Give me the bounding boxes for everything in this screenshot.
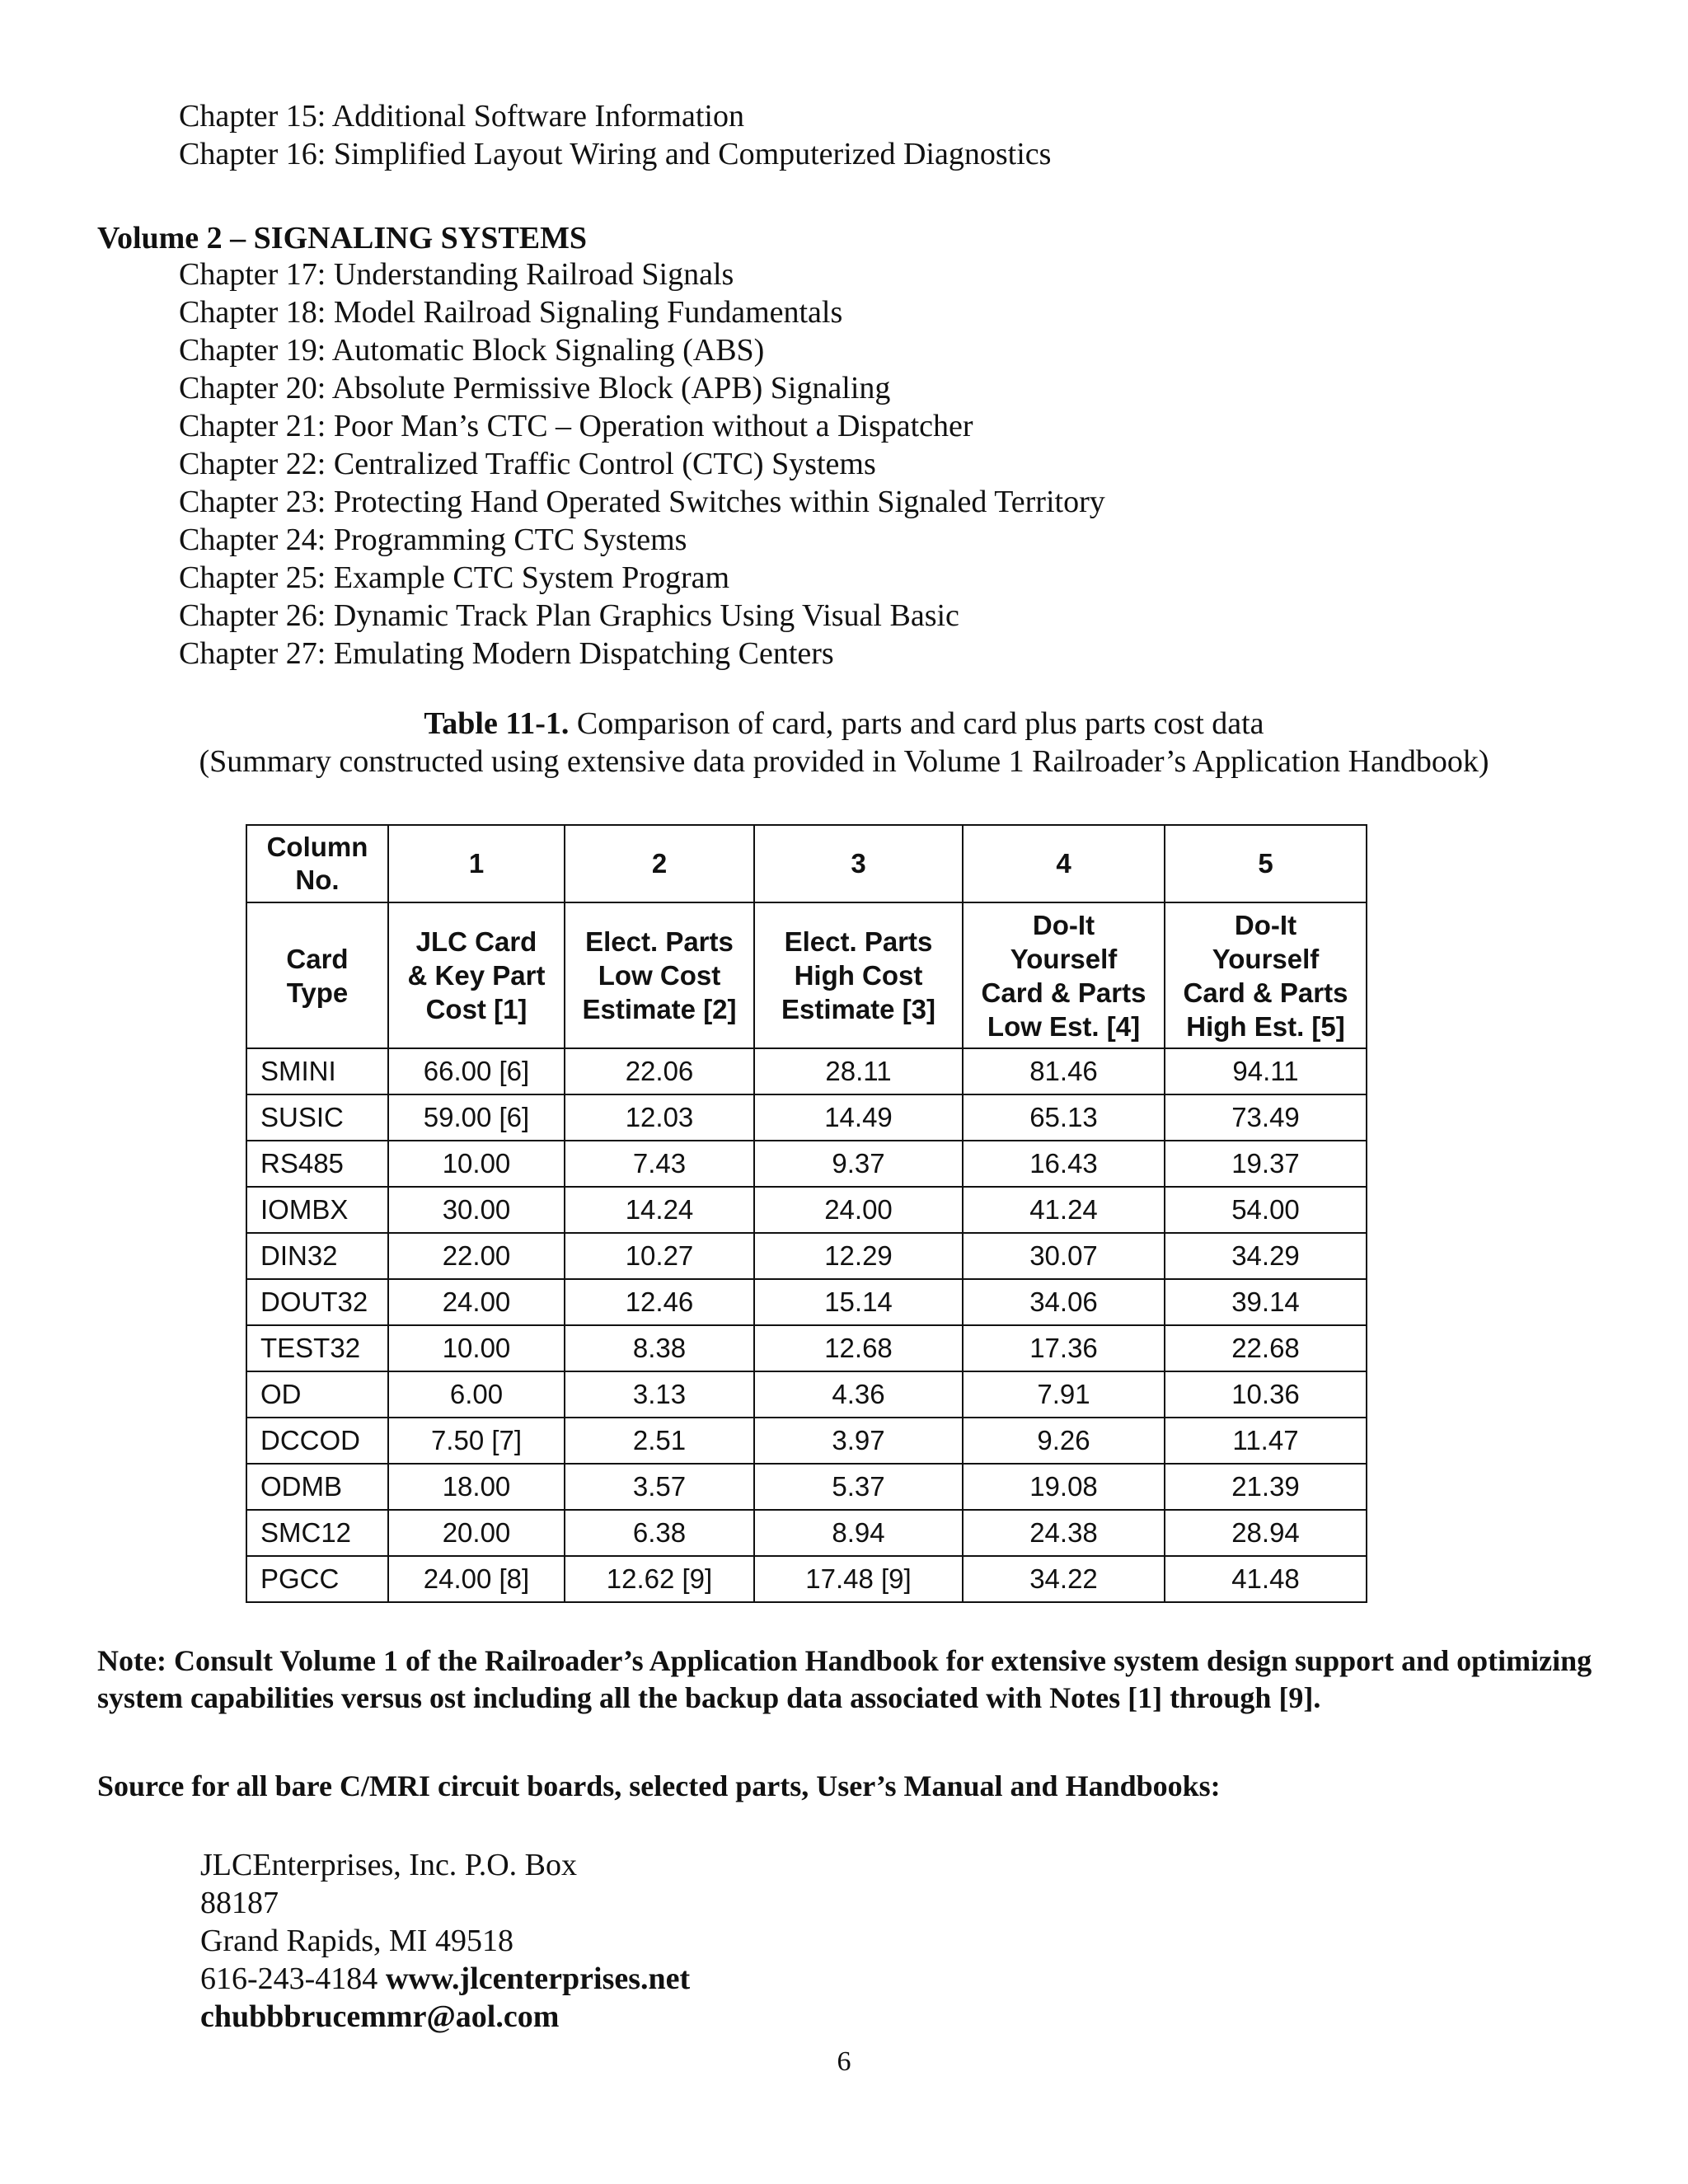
table-row <box>246 1233 1367 1279</box>
header-line: Do-It <box>1032 909 1095 940</box>
chapter-list-volume1-end <box>179 97 1051 173</box>
header-line: High Est. [5] <box>1186 1010 1345 1042</box>
phone-number: 616-243-4184 <box>200 1961 378 1996</box>
column-description <box>388 902 565 1048</box>
value-cell: 2.51 <box>565 1418 754 1464</box>
value-cell: 3.97 <box>754 1418 963 1464</box>
value-cell: 94.11 <box>1165 1048 1367 1094</box>
column-no-header <box>246 825 388 902</box>
header-line: Card & Parts <box>1183 977 1348 1008</box>
chapter-list-volume2 <box>179 255 1105 673</box>
value-cell: 28.11 <box>754 1048 963 1094</box>
card-type-cell: TEST32 <box>246 1325 388 1371</box>
value-cell: 8.94 <box>754 1510 963 1556</box>
column-number-row <box>246 825 1367 902</box>
header-line: Cost [1] <box>425 994 528 1024</box>
table-row <box>246 1187 1367 1233</box>
column-number: 2 <box>565 825 754 902</box>
value-cell: 12.29 <box>754 1233 963 1279</box>
value-cell: 18.00 <box>388 1464 565 1510</box>
value-cell: 14.49 <box>754 1094 963 1141</box>
table-row <box>246 1279 1367 1325</box>
value-cell: 41.48 <box>1165 1556 1367 1602</box>
header-line: Estimate [2] <box>582 994 737 1024</box>
chapter-entry: Chapter 23: Protecting Hand Operated Switches within Signaled Territory <box>179 485 1105 519</box>
header-line: Type <box>286 977 349 1008</box>
value-cell: 81.46 <box>963 1048 1165 1094</box>
phone-website-line <box>200 1960 690 1998</box>
value-cell: 14.24 <box>565 1187 754 1233</box>
value-cell: 10.27 <box>565 1233 754 1279</box>
card-type-cell: DIN32 <box>246 1233 388 1279</box>
value-cell: 22.00 <box>388 1233 565 1279</box>
column-number: 4 <box>963 825 1165 902</box>
table-row <box>246 1371 1367 1418</box>
value-cell: 73.49 <box>1165 1094 1367 1141</box>
table-row <box>246 1141 1367 1187</box>
volume-2-heading: Volume 2 – SIGNALING SYSTEMS <box>97 221 588 255</box>
card-type-cell: ODMB <box>246 1464 388 1510</box>
cost-comparison-table <box>246 824 1367 1603</box>
value-cell: 6.38 <box>565 1510 754 1556</box>
value-cell: 20.00 <box>388 1510 565 1556</box>
header-line: No. <box>295 865 340 895</box>
chapter-entry: Chapter 17: Understanding Railroad Signals <box>179 257 734 292</box>
value-cell: 3.57 <box>565 1464 754 1510</box>
address-line: JLCEnterprises, Inc. P.O. Box <box>200 1848 578 1882</box>
value-cell: 15.14 <box>754 1279 963 1325</box>
table-caption-label: Table 11-1. <box>424 706 570 741</box>
header-line: Column <box>266 832 368 862</box>
table-caption <box>0 705 1688 743</box>
value-cell: 24.00 <box>754 1187 963 1233</box>
value-cell: 66.00 [6] <box>388 1048 565 1094</box>
value-cell: 3.13 <box>565 1371 754 1418</box>
value-cell: 16.43 <box>963 1141 1165 1187</box>
column-number: 5 <box>1165 825 1367 902</box>
value-cell: 6.00 <box>388 1371 565 1418</box>
column-description-row <box>246 902 1367 1048</box>
chapter-entry: Chapter 21: Poor Man’s CTC – Operation without a Dispatcher <box>179 409 973 443</box>
value-cell: 41.24 <box>963 1187 1165 1233</box>
website-link[interactable]: www.jlcenterprises.net <box>385 1961 691 1996</box>
value-cell: 54.00 <box>1165 1187 1367 1233</box>
column-description <box>1165 902 1367 1048</box>
header-line: Card & Parts <box>981 977 1146 1008</box>
value-cell: 7.50 [7] <box>388 1418 565 1464</box>
value-cell: 34.06 <box>963 1279 1165 1325</box>
value-cell: 22.68 <box>1165 1325 1367 1371</box>
value-cell: 12.62 [9] <box>565 1556 754 1602</box>
source-heading: Source for all bare C/MRI circuit boards, selected parts, User’s Manual and Handbooks: <box>97 1769 1221 1802</box>
chapter-entry: Chapter 26: Dynamic Track Plan Graphics Using Visual Basic <box>179 598 959 633</box>
table-caption-text: Comparison of card, parts and card plus parts cost data <box>569 706 1264 741</box>
value-cell: 34.29 <box>1165 1233 1367 1279</box>
value-cell: 12.46 <box>565 1279 754 1325</box>
value-cell: 22.06 <box>565 1048 754 1094</box>
header-line: High Cost <box>794 960 923 991</box>
value-cell: 17.48 [9] <box>754 1556 963 1602</box>
table-row <box>246 1510 1367 1556</box>
column-number: 1 <box>388 825 565 902</box>
value-cell: 30.00 <box>388 1187 565 1233</box>
value-cell: 12.68 <box>754 1325 963 1371</box>
card-type-cell: DCCOD <box>246 1418 388 1464</box>
table-row <box>246 1325 1367 1371</box>
card-type-cell: PGCC <box>246 1556 388 1602</box>
header-line: Low Cost <box>598 960 721 991</box>
value-cell: 28.94 <box>1165 1510 1367 1556</box>
value-cell: 11.47 <box>1165 1418 1367 1464</box>
address-line: Grand Rapids, MI 49518 <box>200 1924 513 1958</box>
header-line: Card <box>286 943 349 974</box>
card-type-cell: DOUT32 <box>246 1279 388 1325</box>
chapter-entry: Chapter 15: Additional Software Information <box>179 99 744 134</box>
value-cell: 12.03 <box>565 1094 754 1141</box>
value-cell: 30.07 <box>963 1233 1165 1279</box>
value-cell: 19.37 <box>1165 1141 1367 1187</box>
value-cell: 7.91 <box>963 1371 1165 1418</box>
email-link[interactable]: chubbbrucemmr@aol.com <box>200 1999 560 2034</box>
value-cell: 4.36 <box>754 1371 963 1418</box>
card-type-cell: SMINI <box>246 1048 388 1094</box>
column-description <box>565 902 754 1048</box>
header-line: Do-It <box>1234 909 1297 940</box>
value-cell: 10.00 <box>388 1141 565 1187</box>
chapter-entry: Chapter 27: Emulating Modern Dispatching Centers <box>179 636 834 671</box>
value-cell: 19.08 <box>963 1464 1165 1510</box>
value-cell: 65.13 <box>963 1094 1165 1141</box>
chapter-entry: Chapter 18: Model Railroad Signaling Fundamentals <box>179 295 843 330</box>
note-paragraph: Note: Consult Volume 1 of the Railroader’s Application Handbook for extensive system design support and optimizing system capabilities versus ost including all the backup data associated with Notes [1] through [9]. <box>97 1644 1592 1714</box>
column-description <box>963 902 1165 1048</box>
value-cell: 24.00 <box>388 1279 565 1325</box>
chapter-entry: Chapter 24: Programming CTC Systems <box>179 523 687 557</box>
column-description <box>754 902 963 1048</box>
value-cell: 8.38 <box>565 1325 754 1371</box>
header-line: & Key Part <box>407 960 546 991</box>
address-line: 88187 <box>200 1886 279 1920</box>
header-line: Elect. Parts <box>585 926 734 957</box>
value-cell: 7.43 <box>565 1141 754 1187</box>
value-cell: 34.22 <box>963 1556 1165 1602</box>
contact-address <box>200 1846 690 2036</box>
table-caption-subtitle: (Summary constructed using extensive data provided in Volume 1 Railroader’s Application Handbook) <box>199 744 1489 779</box>
chapter-entry: Chapter 16: Simplified Layout Wiring and Computerized Diagnostics <box>179 137 1052 171</box>
card-type-cell: IOMBX <box>246 1187 388 1233</box>
table-row <box>246 1464 1367 1510</box>
chapter-entry: Chapter 20: Absolute Permissive Block (APB) Signaling <box>179 371 891 405</box>
header-line: JLC Card <box>415 926 537 957</box>
column-number: 3 <box>754 825 963 902</box>
value-cell: 10.36 <box>1165 1371 1367 1418</box>
header-line: Yourself <box>1212 943 1320 974</box>
value-cell: 9.26 <box>963 1418 1165 1464</box>
chapter-entry: Chapter 25: Example CTC System Program <box>179 560 730 595</box>
card-type-cell: OD <box>246 1371 388 1418</box>
value-cell: 59.00 [6] <box>388 1094 565 1141</box>
value-cell: 39.14 <box>1165 1279 1367 1325</box>
value-cell: 9.37 <box>754 1141 963 1187</box>
value-cell: 5.37 <box>754 1464 963 1510</box>
value-cell: 17.36 <box>963 1325 1165 1371</box>
table-row <box>246 1094 1367 1141</box>
card-type-cell: SUSIC <box>246 1094 388 1141</box>
card-type-header <box>246 902 388 1048</box>
header-line: Estimate [3] <box>781 994 936 1024</box>
value-cell: 10.00 <box>388 1325 565 1371</box>
header-line: Elect. Parts <box>784 926 933 957</box>
card-type-cell: SMC12 <box>246 1510 388 1556</box>
chapter-entry: Chapter 22: Centralized Traffic Control (CTC) Systems <box>179 447 876 481</box>
table-row <box>246 1048 1367 1094</box>
header-line: Low Est. [4] <box>987 1010 1141 1042</box>
table-row <box>246 1418 1367 1464</box>
page-number: 6 <box>837 2046 851 2077</box>
header-line: Yourself <box>1010 943 1118 974</box>
value-cell: 24.00 [8] <box>388 1556 565 1602</box>
card-type-cell: RS485 <box>246 1141 388 1187</box>
value-cell: 21.39 <box>1165 1464 1367 1510</box>
value-cell: 24.38 <box>963 1510 1165 1556</box>
chapter-entry: Chapter 19: Automatic Block Signaling (ABS) <box>179 333 765 368</box>
table-row <box>246 1556 1367 1602</box>
